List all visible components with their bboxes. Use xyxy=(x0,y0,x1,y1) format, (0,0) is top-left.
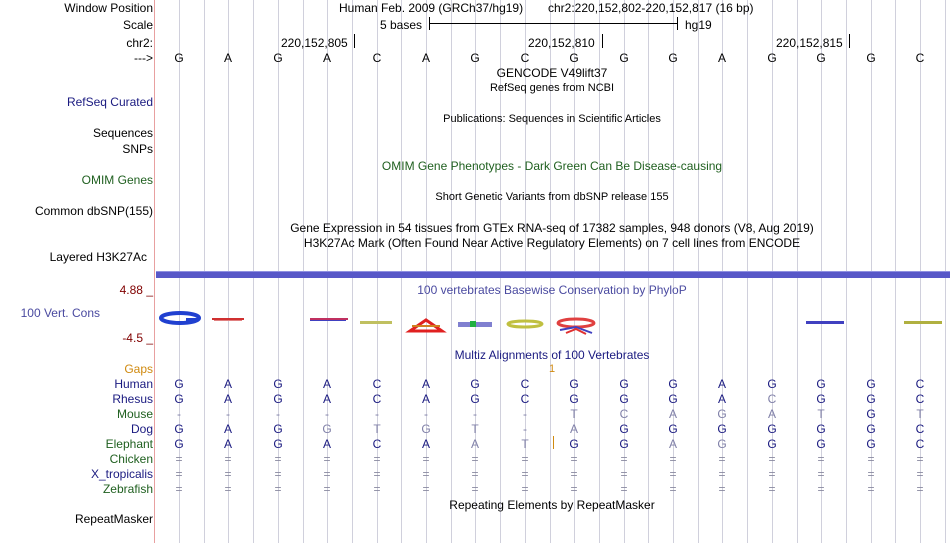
base-zebrafish-12: = xyxy=(718,482,726,496)
base-mouse-14: T xyxy=(817,407,825,421)
base-xtrop-10: = xyxy=(620,467,628,481)
phylop-letter-g1 xyxy=(161,313,199,323)
base-chicken-15: = xyxy=(867,452,875,466)
phylop-ymin-label: -4.5 _ xyxy=(122,331,153,345)
base-zebrafish-16: = xyxy=(916,482,924,496)
base-ruler-3: G xyxy=(273,51,283,65)
base-elephant-5: C xyxy=(372,437,382,451)
species-label-elephant: Elephant xyxy=(105,437,153,451)
base-xtrop-9: = xyxy=(570,467,578,481)
track-label-omim[interactable]: OMIM Genes xyxy=(81,173,153,187)
base-chicken-16: = xyxy=(916,452,924,466)
base-dog-10: G xyxy=(619,422,629,436)
base-rhesus-10: G xyxy=(619,392,629,406)
base-human-5: C xyxy=(372,377,382,391)
base-mouse-9: T xyxy=(570,407,578,421)
base-xtrop-11: = xyxy=(669,467,677,481)
track-label-repeatmasker[interactable]: RepeatMasker xyxy=(74,512,153,526)
base-chicken-3: = xyxy=(274,452,282,466)
base-zebrafish-8: = xyxy=(521,482,529,496)
base-human-13: G xyxy=(767,377,777,391)
base-rhesus-15: G xyxy=(866,392,876,406)
phylop-bar-a2 xyxy=(212,318,244,321)
base-mouse-3: - xyxy=(276,407,280,421)
assembly-text: Human Feb. 2009 (GRCh37/hg19) xyxy=(339,1,524,15)
track-label-dbsnp[interactable]: Common dbSNP(155) xyxy=(34,204,153,218)
base-dog-5: T xyxy=(373,422,381,436)
base-ruler-14: G xyxy=(816,51,826,65)
phylop-track-desc: 100 vertebrates Basewise Conservation by PhyloP xyxy=(417,283,687,297)
base-ruler-12: A xyxy=(717,51,726,65)
base-dog-7: T xyxy=(471,422,479,436)
base-human-9: G xyxy=(569,377,579,391)
base-chicken-7: = xyxy=(471,452,479,466)
base-zebrafish-10: = xyxy=(620,482,628,496)
base-human-6: A xyxy=(421,377,430,391)
chromosome-label: chr2: xyxy=(126,36,153,50)
base-mouse-5: - xyxy=(375,407,379,421)
base-elephant-11: A xyxy=(668,437,677,451)
base-mouse-12: G xyxy=(717,407,727,421)
base-elephant-13: G xyxy=(767,437,777,451)
base-human-4: A xyxy=(322,377,331,391)
base-zebrafish-6: = xyxy=(422,482,430,496)
base-elephant-15: G xyxy=(866,437,876,451)
phylop-bar-c16 xyxy=(904,321,942,324)
species-label-mouse: Mouse xyxy=(116,407,153,421)
base-human-10: G xyxy=(619,377,629,391)
h3k27ac-track-desc: H3K27Ac Mark (Often Found Near Active Regulatory Elements) on 7 cell lines from ENCODE xyxy=(303,236,801,250)
base-rhesus-3: G xyxy=(273,392,283,406)
base-chicken-2: = xyxy=(224,452,232,466)
base-elephant-4: A xyxy=(322,437,331,451)
base-zebrafish-3: = xyxy=(274,482,282,496)
base-zebrafish-2: = xyxy=(224,482,232,496)
base-elephant-12: G xyxy=(717,437,727,451)
window-position-label: Window Position xyxy=(64,1,153,15)
ruler-position-1: 220,152,805 xyxy=(281,36,348,50)
base-mouse-15: G xyxy=(866,407,876,421)
base-xtrop-7: = xyxy=(471,467,479,481)
base-mouse-16: T xyxy=(916,407,924,421)
base-zebrafish-7: = xyxy=(471,482,479,496)
base-mouse-10: C xyxy=(619,407,629,421)
base-dog-3: G xyxy=(273,422,283,436)
phylop-letter-g9 xyxy=(558,319,594,334)
base-xtrop-6: = xyxy=(422,467,430,481)
phylop-ymax-label: 4.88 _ xyxy=(119,283,153,297)
species-label-dog: Dog xyxy=(130,422,153,436)
base-elephant-9: G xyxy=(569,437,579,451)
base-chicken-10: = xyxy=(620,452,628,466)
base-mouse-2: - xyxy=(226,407,230,421)
base-ruler-16: C xyxy=(915,51,925,65)
phylop-bar-c5 xyxy=(360,321,392,324)
base-ruler-2: A xyxy=(223,51,232,65)
gencode-track-title: GENCODE V49lift37 xyxy=(496,66,608,80)
phylop-letter-a6 xyxy=(410,320,442,331)
base-dog-9: A xyxy=(569,422,578,436)
track-label-sequences[interactable]: Sequences xyxy=(92,126,153,140)
base-ruler-5: C xyxy=(372,51,382,65)
base-ruler-1: G xyxy=(174,51,184,65)
base-ruler-9: G xyxy=(569,51,579,65)
base-chicken-12: = xyxy=(718,452,726,466)
phylop-letter-c8 xyxy=(508,321,542,327)
base-human-2: A xyxy=(223,377,232,391)
base-elephant-14: G xyxy=(816,437,826,451)
base-rhesus-9: G xyxy=(569,392,579,406)
base-dog-1: G xyxy=(174,422,184,436)
base-chicken-11: = xyxy=(669,452,677,466)
base-dog-13: G xyxy=(767,422,777,436)
base-dog-14: G xyxy=(816,422,826,436)
base-xtrop-3: = xyxy=(274,467,282,481)
base-xtrop-4: = xyxy=(323,467,331,481)
gap-count-label: 1 xyxy=(549,363,556,375)
base-ruler-15: G xyxy=(866,51,876,65)
base-rhesus-8: C xyxy=(520,392,530,406)
base-rhesus-12: A xyxy=(717,392,726,406)
base-human-12: A xyxy=(717,377,726,391)
ruler-position-2: 220,152,810 xyxy=(528,36,595,50)
base-elephant-3: G xyxy=(273,437,283,451)
base-xtrop-14: = xyxy=(817,467,825,481)
base-zebrafish-14: = xyxy=(817,482,825,496)
base-dog-12: G xyxy=(717,422,727,436)
base-xtrop-5: = xyxy=(373,467,381,481)
species-label-xtropicalis: X_tropicalis xyxy=(90,467,153,481)
scale-db-text: hg19 xyxy=(685,18,712,32)
base-xtrop-15: = xyxy=(867,467,875,481)
base-xtrop-12: = xyxy=(718,467,726,481)
base-mouse-13: A xyxy=(767,407,776,421)
base-ruler-10: G xyxy=(619,51,629,65)
base-zebrafish-11: = xyxy=(669,482,677,496)
base-rhesus-16: C xyxy=(915,392,925,406)
base-xtrop-16: = xyxy=(916,467,924,481)
base-mouse-4: - xyxy=(325,407,329,421)
base-elephant-8: T xyxy=(521,437,529,451)
base-rhesus-4: A xyxy=(322,392,331,406)
base-rhesus-14: G xyxy=(816,392,826,406)
base-zebrafish-15: = xyxy=(867,482,875,496)
base-ruler-13: G xyxy=(767,51,777,65)
base-zebrafish-5: = xyxy=(373,482,381,496)
base-xtrop-8: = xyxy=(521,467,529,481)
base-ruler-11: G xyxy=(668,51,678,65)
scale-text: 5 bases xyxy=(380,18,423,32)
base-zebrafish-13: = xyxy=(768,482,776,496)
base-dog-11: G xyxy=(668,422,678,436)
base-human-16: C xyxy=(915,377,925,391)
base-rhesus-2: A xyxy=(223,392,232,406)
base-chicken-14: = xyxy=(817,452,825,466)
phylop-bar-g14 xyxy=(806,321,844,324)
track-label-vert-cons[interactable]: 100 Vert. Cons xyxy=(20,306,100,320)
base-xtrop-2: = xyxy=(224,467,232,481)
base-xtrop-13: = xyxy=(768,467,776,481)
base-ruler-4: A xyxy=(322,51,331,65)
base-ruler-7: G xyxy=(470,51,480,65)
position-text: chr2:220,152,802-220,152,817 (16 bp) xyxy=(548,1,754,15)
species-label-chicken: Chicken xyxy=(109,452,153,466)
base-dog-8: - xyxy=(523,422,527,436)
base-human-7: G xyxy=(470,377,480,391)
track-label-snps[interactable]: SNPs xyxy=(122,142,153,156)
base-human-3: G xyxy=(273,377,283,391)
base-dog-6: G xyxy=(421,422,431,436)
base-zebrafish-9: = xyxy=(570,482,578,496)
dbsnp-track-desc: Short Genetic Variants from dbSNP release 155 xyxy=(435,191,669,203)
base-elephant-1: G xyxy=(174,437,184,451)
base-rhesus-11: G xyxy=(668,392,678,406)
base-chicken-13: = xyxy=(768,452,776,466)
base-chicken-5: = xyxy=(373,452,381,466)
species-label-rhesus: Rhesus xyxy=(112,392,153,406)
base-mouse-11: A xyxy=(668,407,677,421)
species-label-zebrafish: Zebrafish xyxy=(102,482,153,496)
base-elephant-7: A xyxy=(470,437,479,451)
gtex-track-desc: Gene Expression in 54 tissues from GTEx RNA-seq of 17382 samples, 948 donors (V8, Aug 2019) xyxy=(290,221,814,235)
repeatmasker-track-desc: Repeating Elements by RepeatMasker xyxy=(449,498,655,512)
base-elephant-16: C xyxy=(915,437,925,451)
track-label-refseq[interactable]: RefSeq Curated xyxy=(66,95,153,109)
base-ruler-6: A xyxy=(421,51,430,65)
base-rhesus-13: C xyxy=(767,392,777,406)
base-human-14: G xyxy=(816,377,826,391)
phylop-bar-g7 xyxy=(458,321,492,327)
omim-track-desc: OMIM Gene Phenotypes - Dark Green Can Be Disease-causing xyxy=(381,159,723,173)
base-human-15: G xyxy=(866,377,876,391)
base-chicken-6: = xyxy=(422,452,430,466)
base-zebrafish-1: = xyxy=(175,482,183,496)
base-chicken-1: = xyxy=(175,452,183,466)
base-rhesus-7: G xyxy=(470,392,480,406)
phylop-bar-a4 xyxy=(310,318,348,321)
base-chicken-8: = xyxy=(521,452,529,466)
base-ruler-8: C xyxy=(520,51,530,65)
base-rhesus-1: G xyxy=(174,392,184,406)
base-mouse-1: - xyxy=(177,407,181,421)
base-chicken-9: = xyxy=(570,452,578,466)
base-dog-2: A xyxy=(223,422,232,436)
base-xtrop-1: = xyxy=(175,467,183,481)
ruler-position-3: 220,152,815 xyxy=(776,36,843,50)
base-rhesus-5: C xyxy=(372,392,382,406)
base-dog-4: G xyxy=(322,422,332,436)
base-human-1: G xyxy=(174,377,184,391)
strand-arrow-label[interactable]: ---> xyxy=(134,51,153,65)
base-mouse-7: - xyxy=(473,407,477,421)
refseq-track-desc: RefSeq genes from NCBI xyxy=(489,82,615,94)
track-label-gaps[interactable]: Gaps xyxy=(124,362,153,376)
track-label-h3k27ac[interactable]: Layered H3K27Ac xyxy=(49,250,147,264)
species-label-human: Human xyxy=(114,377,153,391)
base-zebrafish-4: = xyxy=(323,482,331,496)
base-dog-16: C xyxy=(915,422,925,436)
base-rhesus-6: A xyxy=(421,392,430,406)
base-human-11: G xyxy=(668,377,678,391)
base-mouse-6: - xyxy=(424,407,428,421)
scale-label: Scale xyxy=(122,18,153,32)
base-dog-15: G xyxy=(866,422,876,436)
base-human-8: C xyxy=(520,377,530,391)
base-elephant-6: A xyxy=(421,437,430,451)
base-chicken-4: = xyxy=(323,452,331,466)
base-elephant-2: A xyxy=(223,437,232,451)
elephant-insertion-mark xyxy=(553,436,554,449)
base-elephant-10: G xyxy=(619,437,629,451)
publications-track-desc: Publications: Sequences in Scientific Articles xyxy=(443,113,661,125)
multiz-track-desc: Multiz Alignments of 100 Vertebrates xyxy=(454,348,650,362)
base-mouse-8: - xyxy=(523,407,527,421)
